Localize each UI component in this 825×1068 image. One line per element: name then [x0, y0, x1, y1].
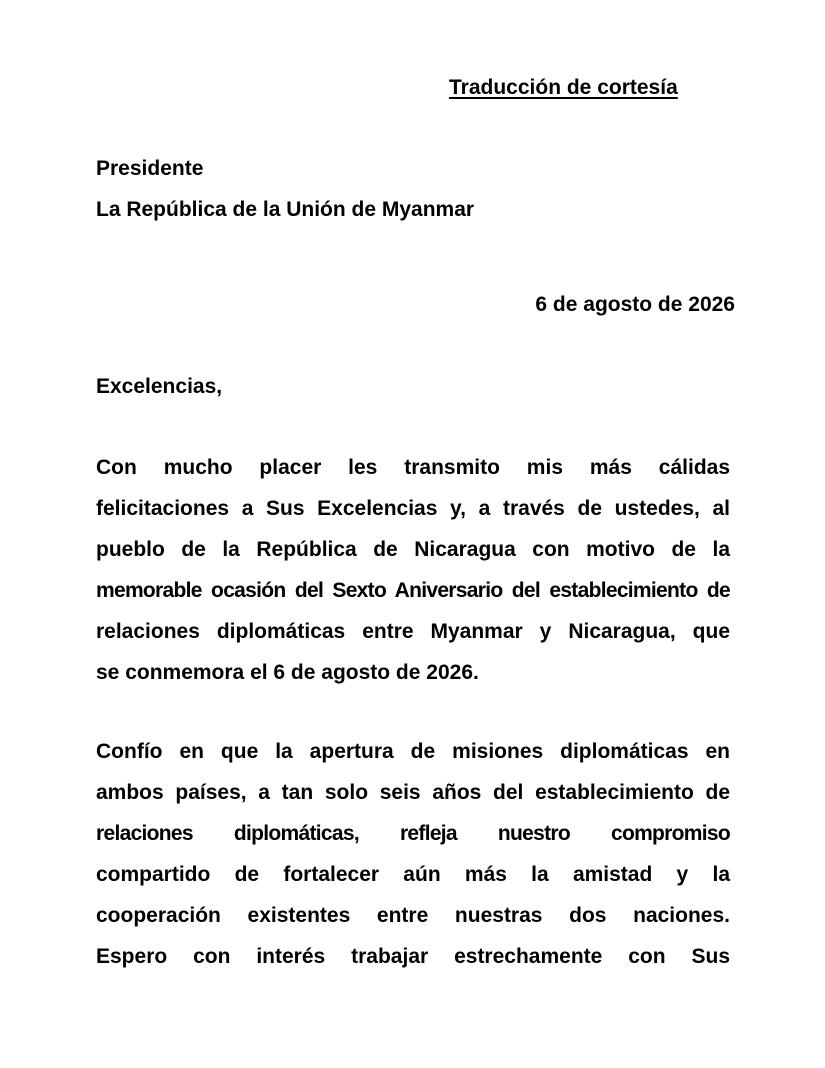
courtesy-translation-title: Traducción de cortesía — [449, 76, 678, 99]
paragraph-line: memorable ocasión del Sexto Aniversario del establecimiento de — [96, 579, 730, 602]
paragraph-line: Confío en que la apertura de misiones diplomáticas en — [96, 740, 730, 763]
letter-date: 6 de agosto de 2026 — [535, 293, 735, 316]
paragraph-line: felicitaciones a Sus Excelencias y, a través de ustedes, al — [96, 497, 730, 520]
paragraph-line: relaciones diplomáticas, refleja nuestro compromiso — [96, 822, 730, 845]
paragraph-line: pueblo de la República de Nicaragua con motivo de la — [96, 538, 730, 561]
paragraph-line: Con mucho placer les transmito mis más cálidas — [96, 456, 730, 479]
addressee-title: Presidente — [96, 157, 204, 180]
paragraph-line: Espero con interés trabajar estrechamente con Sus — [96, 945, 730, 968]
paragraph-line: se conmemora el 6 de agosto de 2026. — [96, 661, 479, 684]
paragraph-2 — [96, 739, 730, 985]
paragraph-line: ambos países, a tan solo seis años del establecimiento de — [96, 781, 730, 804]
paragraph-line: relaciones diplomáticas entre Myanmar y Nicaragua, que — [96, 620, 730, 643]
paragraph-line: cooperación existentes entre nuestras dos naciones. — [96, 904, 730, 927]
salutation: Excelencias, — [96, 375, 223, 398]
paragraph-line: compartido de fortalecer aún más la amistad y la — [96, 863, 730, 886]
addressee-country: La República de la Unión de Myanmar — [96, 198, 475, 221]
paragraph-1 — [96, 455, 730, 701]
